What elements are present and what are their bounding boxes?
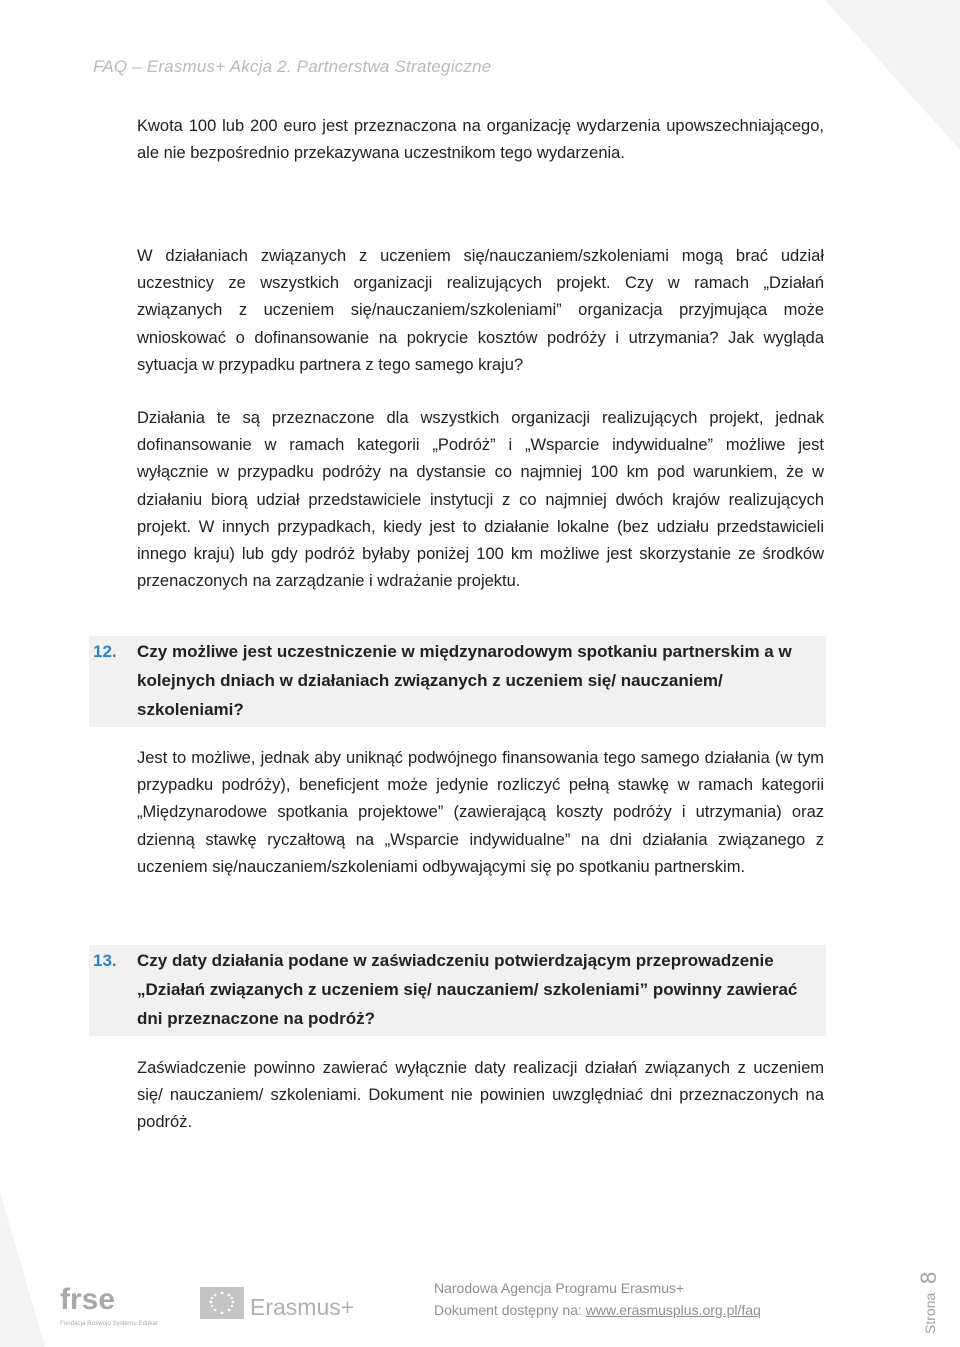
paragraph-answer-local-partner: Działania te są przeznaczone dla wszystkich organizacji realizujących projekt, jednak dofinansowanie w ramach kategorii „Podróż” i „Wsparcie indywidualne” możliwe jest wyłącznie w przypadku podróży na dystansie co najmniej 100 km pod warunkiem, że w działaniu biorą udział przedstawiciele instytucji z co najmniej dwóch krajów realizujących projekt. W innych przypadkach, kiedy jest to działanie lokalne (bez udziału przedstawicieli innego kraju) lub gdy podróż byłaby poniżej 100 km możliwe jest skorzystanie ze środków przenaczonych na zarządzanie i wdrażanie projektu. <box>137 409 824 591</box>
footer-agency: Narodowa Agencja Programu Erasmus+ <box>434 1280 685 1296</box>
erasmus-logo <box>200 1285 360 1328</box>
page-number: 8 <box>916 1271 941 1284</box>
page-label: Strona <box>922 1292 938 1334</box>
question-number: 13. <box>93 951 117 970</box>
corner-decoration <box>825 0 960 150</box>
footer-faq-link[interactable]: www.erasmusplus.org.pl/faq <box>585 1302 761 1318</box>
paragraph-question: Czy w ramach „Działań związanych z uczeniem się/nauczaniem/szkoleniami” organizacja przyjmująca może wnioskować o dofinansowanie na pokrycie kosztów podróży i utrzymania? Jak wygląda sytuacja w przypadku partnera z tego samego kraju? <box>137 274 825 374</box>
paragraph-intro: W działaniach związanych z uczeniem się/nauczaniem/szkoleniami mogą brać udział uczestnicy ze wszystkich organizacji realizujących projekt. <box>137 247 824 293</box>
question-box-12 <box>89 636 826 727</box>
footer-info <box>434 1277 761 1321</box>
footer-doc-prefix: Dokument dostępny na: <box>434 1302 586 1318</box>
answer-12: Jest to możliwe, jednak aby uniknąć podwójnego finansowania tego samego działania (w tym przypadku podróży), beneficjent może jedynie rozliczyć pełną stawkę w ramach kategorii „Międzynarodowe spotkania projektowe” (zawierającą koszty podróży i utrzymania) oraz dzienną stawkę ryczałtową na „Wsparcie indywidualne” na dni działania związanego z uczeniem się/nauczaniem/szkoleniami odbywającymi się po spotkaniu partnerskim. <box>137 749 824 876</box>
frse-logo-wordmark: frse <box>60 1283 116 1316</box>
answer-13: Zaświadczenie powinno zawierać wyłącznie daty realizacji działań związanych z uczeniem się/ nauczaniem/ szkoleniami. Dokument nie powinien uwzględniać dni przeznaczonych na podróż. <box>137 1059 824 1132</box>
paragraph-question-local-partner <box>137 243 824 379</box>
question-number: 12. <box>93 642 117 661</box>
paragraph-dissemination: Kwota 100 lub 200 euro jest przeznaczona na organizację wydarzenia upowszechniającego, ale nie bezpośrednio przekazywana uczestnikom tego wydarzenia. <box>137 117 824 163</box>
footer-document <box>434 1299 761 1321</box>
frse-logo-subtitle: Fundacja Rozwoju Systemu Edukacji <box>60 1320 158 1327</box>
question-text: Czy możliwe jest uczestniczenie w międzynarodowym spotkaniu partnerskim a w kolejnych dniach w działaniach związanych z uczeniem się/ nauczaniem/ szkoleniami? <box>137 642 792 719</box>
page-number-block <box>908 1262 948 1342</box>
erasmus-logo-wordmark: Erasmus+ <box>250 1294 355 1320</box>
corner-decoration-bottom <box>0 1192 45 1347</box>
page-header: FAQ – Erasmus+ Akcja 2. Partnerstwa Strategiczne <box>93 57 492 76</box>
frse-logo <box>58 1283 158 1334</box>
question-box-13 <box>89 945 826 1036</box>
question-text: Czy daty działania podane w zaświadczeniu potwierdzającym przeprowadzenie „Działań związanych z uczeniem się/ nauczaniem/ szkoleniami” powinny zawierać dni przeznaczone na podróż? <box>137 951 798 1028</box>
